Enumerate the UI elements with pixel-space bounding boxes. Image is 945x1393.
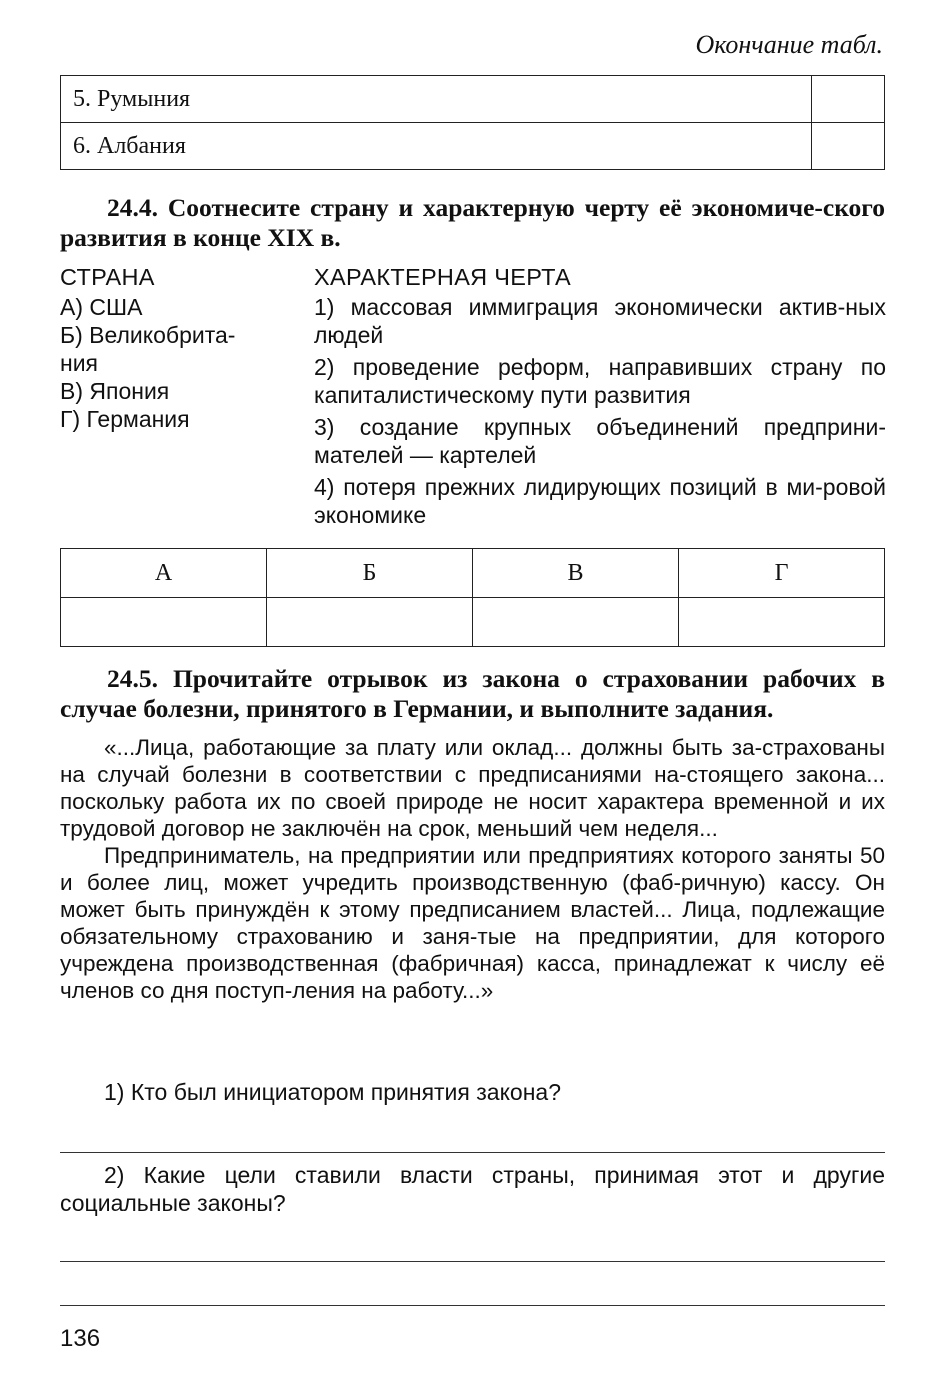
question-2: 2) Какие цели ставили власти страны, принимая этот и другие социальные законы? bbox=[60, 1162, 885, 1216]
answer-header-g: Г bbox=[679, 549, 885, 598]
feature-column bbox=[314, 263, 886, 533]
table-row bbox=[61, 76, 885, 123]
table-cell-country: 5. Румыния bbox=[61, 76, 812, 123]
table-cell-country: 6. Албания bbox=[61, 123, 812, 170]
feature-column-header: ХАРАКТЕРНАЯ ЧЕРТА bbox=[314, 264, 571, 290]
answer-header-a: А bbox=[61, 549, 267, 598]
countries-table-end bbox=[60, 75, 885, 170]
country-option: Б) Великобрита-ния bbox=[60, 322, 236, 376]
task-number: 24.4. bbox=[107, 193, 158, 222]
question-1: 1) Кто был инициатором принятия закона? bbox=[104, 1079, 561, 1105]
law-excerpt bbox=[60, 734, 885, 1004]
table-continuation-note: Окончание табл. bbox=[695, 30, 883, 59]
answer-grid bbox=[60, 548, 885, 647]
quote-paragraph: «...Лица, работающие за плату или оклад... должны быть за-страхованы на случай болезни в соответствии с предписаниями на-стоящего закона... поскольку работа их по своей природе не носит характера временной и их трудовой договор не заключён на срок, меньший чем неделя... bbox=[60, 735, 885, 841]
answer-cell[interactable] bbox=[812, 76, 885, 123]
country-option: Г) Германия bbox=[60, 406, 190, 432]
answer-line-1[interactable] bbox=[60, 1152, 885, 1153]
task-24-4-heading bbox=[60, 193, 885, 253]
task-24-5-heading bbox=[60, 664, 885, 724]
country-option: В) Япония bbox=[60, 378, 170, 404]
feature-option: 4) потеря прежних лидирующих позиций в ми-ровой экономике bbox=[314, 474, 886, 528]
answer-line-2[interactable] bbox=[60, 1261, 885, 1262]
answer-cell-a[interactable] bbox=[61, 598, 267, 647]
table-row bbox=[61, 123, 885, 170]
task-number: 24.5. bbox=[107, 664, 158, 693]
answer-header-b: Б bbox=[267, 549, 473, 598]
answer-cell-g[interactable] bbox=[679, 598, 885, 647]
feature-option: 3) создание крупных объединений предприни-мателей — картелей bbox=[314, 414, 886, 468]
page-number: 136 bbox=[60, 1325, 101, 1352]
answer-header-row bbox=[61, 549, 885, 598]
answer-cell-v[interactable] bbox=[473, 598, 679, 647]
quote-paragraph: Предприниматель, на предприятии или предприятиях которого заняты 50 и более лиц, может учредить производственную (фаб-ричную) кассу. Он может быть принуждён к этому предписанием властей... Лица, подлежащие обязательному страхованию и заня-тые на предприятии, для которого учреждена производственная (фабричная) касса, принадлежат к числу её членов со дня поступ-ления на работу...» bbox=[60, 843, 885, 1003]
task-title: Соотнесите страну и характерную черту её экономиче-ского развития в конце XIX в. bbox=[60, 193, 886, 252]
answer-cell-b[interactable] bbox=[267, 598, 473, 647]
answer-header-v: В bbox=[473, 549, 679, 598]
country-option: А) США bbox=[60, 294, 143, 320]
task-title: Прочитайте отрывок из закона о страховании рабочих в случае болезни, принятого в Германии, и выполните задания. bbox=[60, 664, 886, 723]
feature-option: 1) массовая иммиграция экономически актив-ных людей bbox=[314, 294, 886, 348]
country-column bbox=[60, 263, 290, 433]
feature-option: 2) проведение реформ, направивших страну по капиталистическому пути развития bbox=[314, 354, 886, 408]
answer-input-row bbox=[61, 598, 885, 647]
country-column-header: СТРАНА bbox=[60, 264, 155, 290]
answer-line-3[interactable] bbox=[60, 1305, 885, 1306]
answer-cell[interactable] bbox=[812, 123, 885, 170]
